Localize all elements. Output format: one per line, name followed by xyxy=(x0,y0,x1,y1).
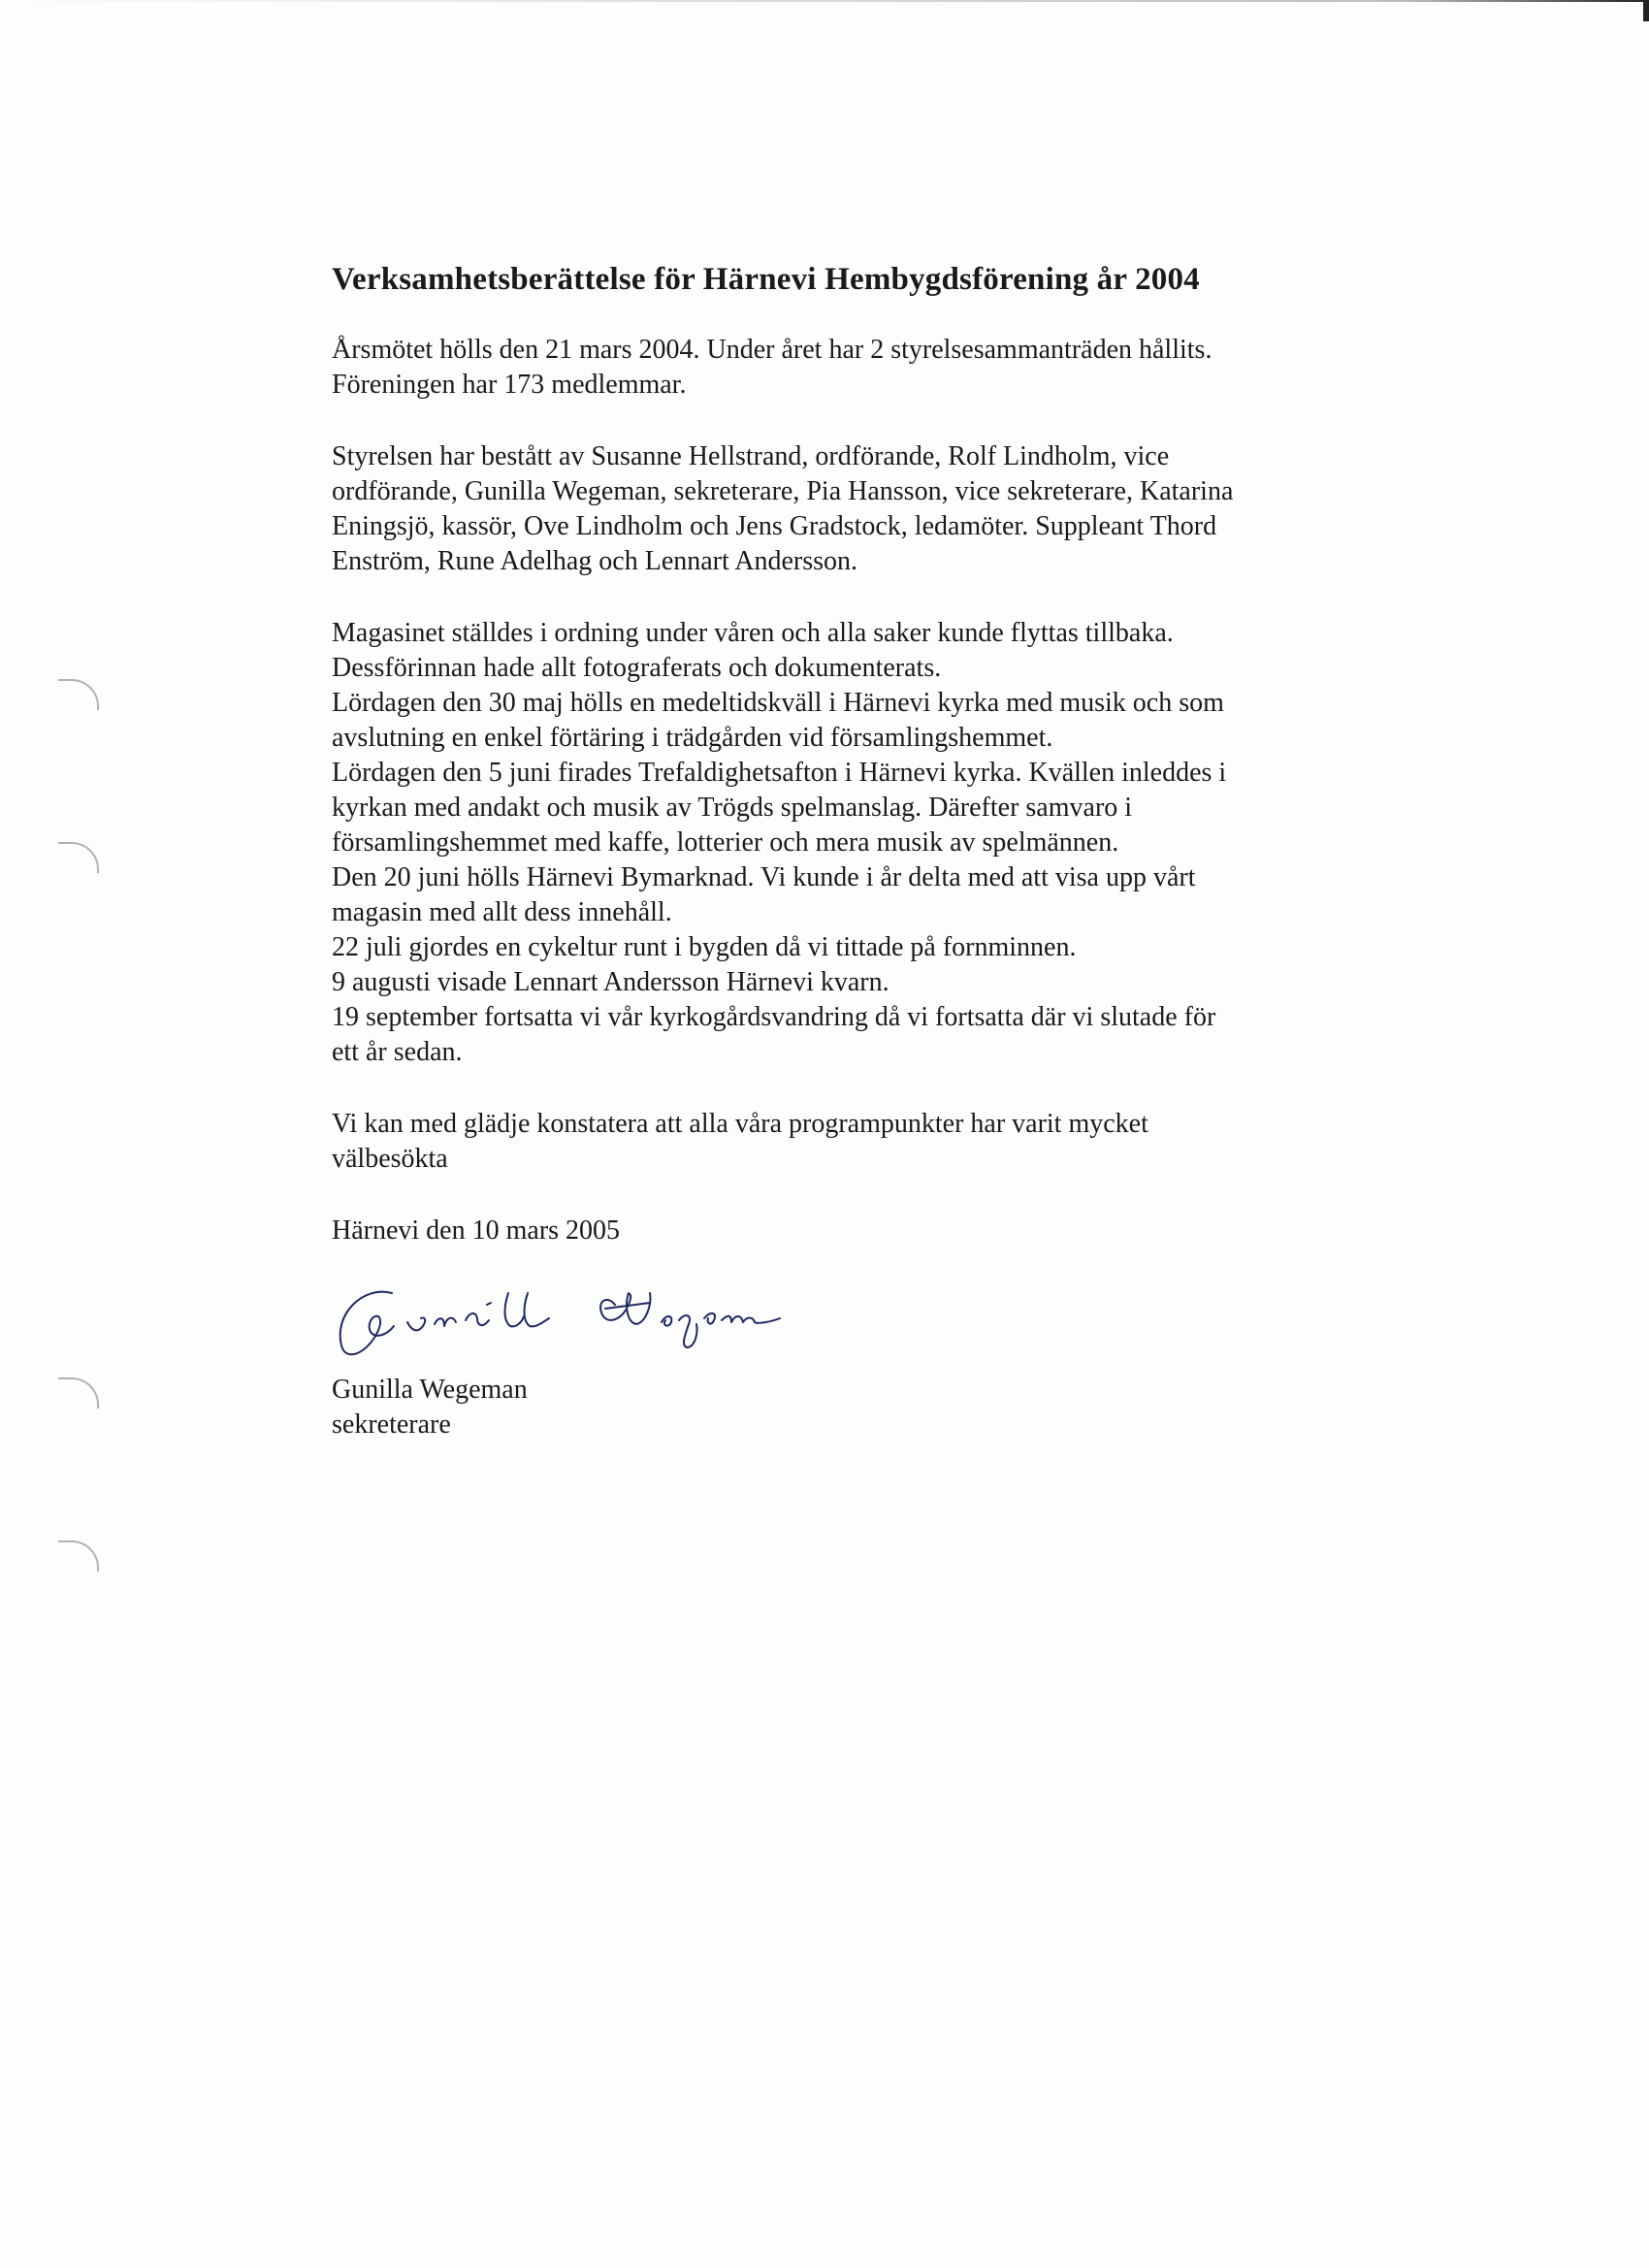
text-line: Lördagen den 30 maj hölls en medeltidskväll i Härnevi kyrka med musik och som xyxy=(332,688,1224,718)
text-line: Årsmötet hölls den 21 mars 2004. Under året har 2 styrelsesammanträden hållits. xyxy=(332,335,1212,365)
punch-hole-mark xyxy=(58,1377,99,1409)
text-line: magasin med allt dess innehåll. xyxy=(332,897,672,927)
document-body xyxy=(332,262,1428,1442)
dateline: Härnevi den 10 mars 2005 xyxy=(332,1215,621,1246)
text-line: ordförande, Gunilla Wegeman, sekreterare, Pia Hansson, vice sekreterare, Katarina xyxy=(332,476,1234,506)
scan-edge-line xyxy=(0,0,1649,2)
text-line: församlingshemmet med kaffe, lotterier och mera musik av spelmännen. xyxy=(332,827,1119,858)
text-line: Föreningen har 173 medlemmar. xyxy=(332,370,687,400)
text-line: 22 juli gjordes en cykeltur runt i bygden då vi tittade på fornminnen. xyxy=(332,932,1077,962)
paragraph xyxy=(332,439,1428,579)
text-line: kyrkan med andakt och musik av Trögds spelmanslag. Därefter samvaro i xyxy=(332,793,1133,823)
text-line: välbesökta xyxy=(332,1144,448,1174)
signer-role: sekreterare xyxy=(332,1409,451,1440)
text-line: ett år sedan. xyxy=(332,1037,463,1067)
paragraph-list xyxy=(332,333,1428,1177)
scan-corner-mark xyxy=(1643,0,1649,21)
paragraph xyxy=(332,616,1428,1070)
handwritten-signature xyxy=(324,1266,867,1373)
text-line: Styrelsen har bestått av Susanne Hellstrand, ordförande, Rolf Lindholm, vice xyxy=(332,441,1170,471)
punch-hole-mark xyxy=(58,842,99,873)
text-line: Vi kan med glädje konstatera att alla våra programpunkter har varit mycket xyxy=(332,1109,1148,1139)
punch-hole-mark xyxy=(58,1540,99,1571)
signer-name: Gunilla Wegeman xyxy=(332,1375,528,1405)
text-line: Magasinet ställdes i ordning under våren och alla saker kunde flyttas tillbaka. xyxy=(332,618,1174,648)
paragraph xyxy=(332,333,1428,403)
text-line: Lördagen den 5 juni firades Trefaldighetsafton i Härnevi kyrka. Kvällen inleddes i xyxy=(332,758,1227,788)
signer-block xyxy=(332,1373,1428,1442)
text-line: Dessförinnan hade allt fotograferats och dokumenterats. xyxy=(332,653,942,683)
text-line: avslutning en enkel förtäring i trädgården vid församlingshemmet. xyxy=(332,723,1053,753)
text-line: Eningsjö, kassör, Ove Lindholm och Jens Gradstock, ledamöter. Suppleant Thord xyxy=(332,511,1217,541)
paragraph xyxy=(332,1107,1428,1177)
text-line: 19 september fortsatta vi vår kyrkogårdsvandring då vi fortsatta där vi slutade för xyxy=(332,1002,1216,1032)
document-title: Verksamhetsberättelse för Härnevi Hembygdsförening år 2004 xyxy=(332,262,1200,297)
text-line: 9 augusti visade Lennart Andersson Härnevi kvarn. xyxy=(332,967,889,997)
text-line: Den 20 juni hölls Härnevi Bymarknad. Vi kunde i år delta med att visa upp vårt xyxy=(332,862,1196,892)
text-line: Enström, Rune Adelhag och Lennart Andersson. xyxy=(332,546,858,576)
punch-hole-mark xyxy=(58,679,99,710)
